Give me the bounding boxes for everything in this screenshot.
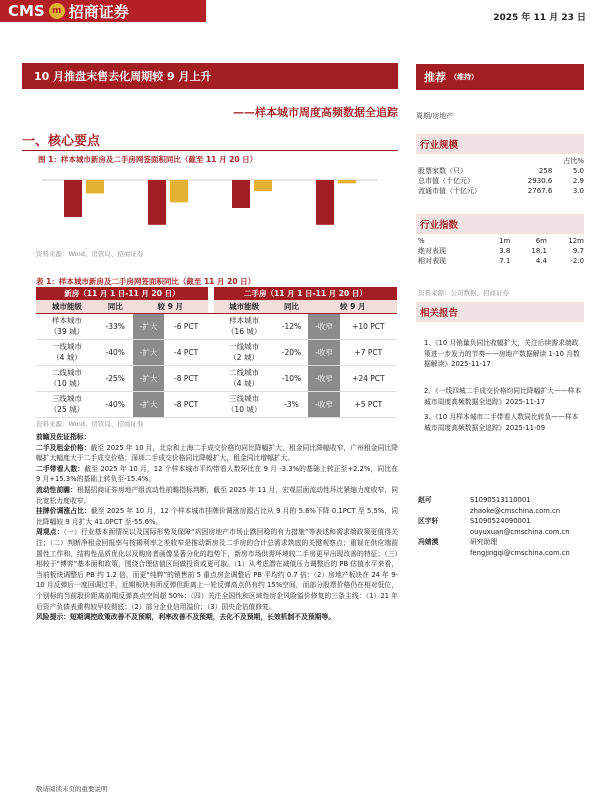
analyst-row [418,495,584,506]
index-row [418,256,584,266]
trend-cell: -收窄 [308,391,339,417]
chart-bar [338,180,356,183]
trend-cell: -收窄 [308,339,339,365]
report-title: 10 月推盘末售去化周期较 9 月上升 [22,63,398,89]
index-table [418,236,584,266]
yoy-cell: -12% [274,313,308,339]
p4-label: 挂牌价调涨占比： [36,507,91,516]
scale-cell: 2767.6 [527,187,553,195]
scale-row [418,186,584,196]
yoy-cell: -3% [274,391,308,417]
chart-bar [86,180,104,193]
vs-cell: -6 PCT [164,313,207,339]
index-col: 6m [535,237,547,245]
col-yoy: 同比 [98,300,133,313]
analyst-name: 区宇轩 [418,517,439,526]
scale-cell: 股票家数（只） [418,167,467,175]
p1-label: 二手及租金价格： [36,443,91,452]
index-source: 资料来源：公司数据、招商证券 [418,289,509,297]
yoy-cell: -33% [98,313,133,339]
company-logo [0,0,206,22]
risk-text: 短期调控政策改善不及预期，利率改善不及预期，去化不及预期，长效机制不及预期等。 [69,613,336,622]
chart-bar [170,180,188,202]
col-vs: 较 9 月 [308,300,397,313]
analyst-row [418,506,584,517]
col-vs: 较 9 月 [133,300,208,313]
yoy-cell: -10% [274,365,308,391]
index-col: % [418,237,425,245]
analyst-name: 冯婧漠 [418,538,439,547]
section-divider [22,150,398,151]
trend-cell: -收窄 [308,365,339,391]
related-header: 相关报告 [416,302,584,322]
report-date: 2025 年 11 月 23 日 [493,13,586,23]
sector-label: 周期/房地产 [416,112,454,120]
index-row [418,246,584,256]
yoy-cell: -25% [98,365,133,391]
analyst-name [418,527,470,538]
rating-box [416,64,584,90]
vs-cell: -8 PCT [164,391,207,417]
city-cell: 一线城市 （4 城） [36,339,98,365]
city-cell: 三线城市 （25 城） [36,391,98,417]
table-row [36,313,397,339]
p5-text: （一）行业基本面情况以及国际形势及保障“巩固房地产市场止跌回稳的有力措施”等表述和需求端政策更值得关注；（二）判断净租金回报率与按揭利率之差收窄是推动新房及二手房的合计总需求筑底的关键观察点；重视在供应端前置性工作和，结构性品质优化以及购房者画像显著分化的趋势下，新房市场供需环境较二手房更早出现改善的特征；（三）相较于“博弈”基本面和政策，围绕合理估值区间做投资或更可取。（1）从考虑潜在减值压力调整后的 PB 估值水平来看，当前板块调整后 PB 约 1.2 倍，而更“纯粹”的销售前 5 重点房企调整后 PB 平均约 0.7 倍；（2）房地产板块在 24 年 9-10 月反弹后一度回调过半，近期板块有所反弹但距离上一轮反弹高点仍有约 15%空间，而部分股票价格仍在相对低位，个别标的当前股价距离前期反弹高点空间超 50%；（四）关注全国性和区域性房企风险溢价修复的三条主线：（1）21 年后资产负债表重构较早较彻底；（2）部分企业信用溢价；（3）国央企估值修复。 [36,528,398,611]
analyst-detail: fengjingqi@cmschina.com.cn [470,548,570,557]
index-cell: 4.4 [535,257,547,265]
index-col: 1m [499,237,511,245]
analyst-row [418,516,584,527]
vs-cell: +10 PCT [340,313,397,339]
yoy-table [36,287,397,418]
table-group-new: 新房（11 月 1 日-11 月 20 日） [36,287,208,300]
p1-text: 截至 2025 年 10 月，北京和上海二手成交价格均同比降幅扩大，租金同比降幅收窄，广州租金同比降幅扩大幅度大于二手成交价格；深圳二手成交价格同比降幅扩大，租金同比增幅扩大。 [36,443,398,463]
table-subheader [36,300,397,313]
scale-header: 行业规模 [416,134,584,154]
analyst-detail: ouyuxuan@cmschina.com.cn [470,527,570,536]
table-row [36,391,397,417]
table-title: 表 1：样本城市新房及二手房网签面积同比（截至 11 月 20 日） [36,277,256,286]
scale-empty [418,156,515,166]
analyst-name [418,506,470,517]
col-yoy: 同比 [274,300,308,313]
index-cell: -2.0 [570,257,584,265]
index-cell: 相对表现 [418,257,446,265]
table-row [36,339,397,365]
chart-bar [316,180,334,225]
col-city: 城市能级 [214,300,275,313]
yoy-bar-chart [22,166,398,244]
index-cell: 18.1 [531,247,547,255]
index-cell: 9.7 [572,247,584,255]
analyst-row [418,537,584,548]
header [0,0,600,42]
scale-cell: 5.0 [572,167,584,175]
footer-note: 敬请阅读末页的重要说明 [36,785,108,793]
p5-label: 周观点： [36,528,64,537]
trend-cell: -扩大 [133,339,165,365]
related-item[interactable]: 2、《一线四城二手成交价格均同比降幅扩大——样本城市周度高频数据全追踪》2025-11-17 [424,387,582,406]
p2-text: 截至 2025 年 10 月，12 个样本城市平均带看人数环比在 9 月 -3.3%的基础上转正至+2.2%，同比在 9 月+15.3%的基础上转负至-15.4%。 [36,464,399,484]
trend-cell: -收窄 [308,313,339,339]
city-cell: 二线城市 （4 城） [214,365,275,391]
report-subtitle: ——样本城市周度高频数据全追踪 [233,106,398,119]
body-lead: 前瞻及佐证指标： [36,433,91,441]
p3-text: 根据招商证券房地产组流动性前瞻指标判断，截至 2025 年 11 月，宏观层面流动性环比紧缩力度收窄，同比宽松力度收窄。 [36,485,398,505]
section-title: 一、核心要点 [22,134,101,149]
scale-row [418,176,584,186]
risk-label: 风险提示： [36,613,70,622]
index-cell: 绝对表现 [418,247,446,255]
city-cell: 一线城市 （2 城） [214,339,275,365]
body-text [36,432,398,623]
table-group-second: 二手房（11 月 1 日-11 月 20 日） [214,287,397,300]
scale-cell: 流通市值（十亿元） [418,187,481,195]
rating-sub: （维持） [450,73,478,81]
vs-cell: -8 PCT [164,365,207,391]
scale-cell: 2930.6 [527,177,553,185]
col-city: 城市能级 [36,300,98,313]
analyst-name [418,548,470,559]
scale-table [418,156,584,196]
index-cell: 3.8 [499,247,511,255]
chart-bar [64,180,82,217]
related-item[interactable]: 1、《10 月销量负同比收幅扩大，关注后续需求端政策进一步发力的节奏——房地产数据解读 1-10 月数据解读》2025-11-17 [424,339,580,368]
trend-cell: -扩大 [133,365,165,391]
chart-bar [148,180,166,225]
logo-mark-icon: m [49,3,65,19]
yoy-cell: -20% [274,339,308,365]
trend-cell: -扩大 [133,313,165,339]
scale-cell: 总市值（十亿元） [418,177,474,185]
chart-bar [232,180,250,208]
vs-cell: +7 PCT [340,339,397,365]
analyst-row [418,548,584,559]
index-col: 12m [568,237,584,245]
scale-empty [515,156,553,166]
scale-cell: 3.0 [572,187,584,195]
city-cell: 样本城市 （16 城） [214,313,275,339]
figure-source: 资料来源：Wind、房管局、招商证券 [36,250,144,258]
city-cell: 三线城市 （10 城） [214,391,275,417]
analyst-list [418,495,584,559]
logo-en: CMS [8,2,45,20]
scale-unit: 占比% [563,157,584,165]
yoy-cell: -40% [98,391,133,417]
rating-label: 推荐 [424,71,446,84]
vs-cell: -4 PCT [164,339,207,365]
city-cell: 二线城市 （10 城） [36,365,98,391]
analyst-detail: S1090513110001 [470,496,531,504]
scale-row [418,166,584,176]
analyst-detail: zhaoke@cmschina.com.cn [470,506,561,515]
analyst-name: 赵可 [418,496,432,504]
index-header: 行业指数 [416,214,584,234]
analyst-detail: S1090524090001 [470,517,531,526]
trend-cell: -扩大 [133,391,165,417]
vs-cell: +24 PCT [340,365,397,391]
analyst-row [418,527,584,538]
analyst-detail: 研究助理 [470,538,498,547]
logo-cn: 招商证券 [68,2,129,21]
related-item[interactable]: 3、《10 月样本城市二手带看人数同比转负——样本城市周度高频数据全追踪》2025-11-09 [424,413,579,432]
p4-text: 截至 2025 年 10 月，12 个样本城市挂牌价调涨房源占比从 9 月的 5.6%下降 0.1PCT 至 5.5%，同比降幅较 9 月扩大 41.0PCT 至-55.6%。 [36,507,399,526]
chart-bar [254,180,272,191]
figure-title: 图 1：样本城市新房及二手房网签面积同比（截至 11 月 20 日） [38,155,258,164]
table-source: 资料来源：Wind、房管局、招商证券 [36,420,144,428]
table-row [36,365,397,391]
city-cell: 样本城市 （39 城） [36,313,98,339]
scale-cell: 258 [538,167,553,175]
vs-cell: +5 PCT [340,391,397,417]
p3-label: 流动性前瞻： [36,485,77,494]
yoy-cell: -40% [98,339,133,365]
p2-label: 二手带看人数： [36,464,85,473]
scale-cell: 2.9 [572,177,584,185]
index-cell: 7.1 [499,257,511,265]
